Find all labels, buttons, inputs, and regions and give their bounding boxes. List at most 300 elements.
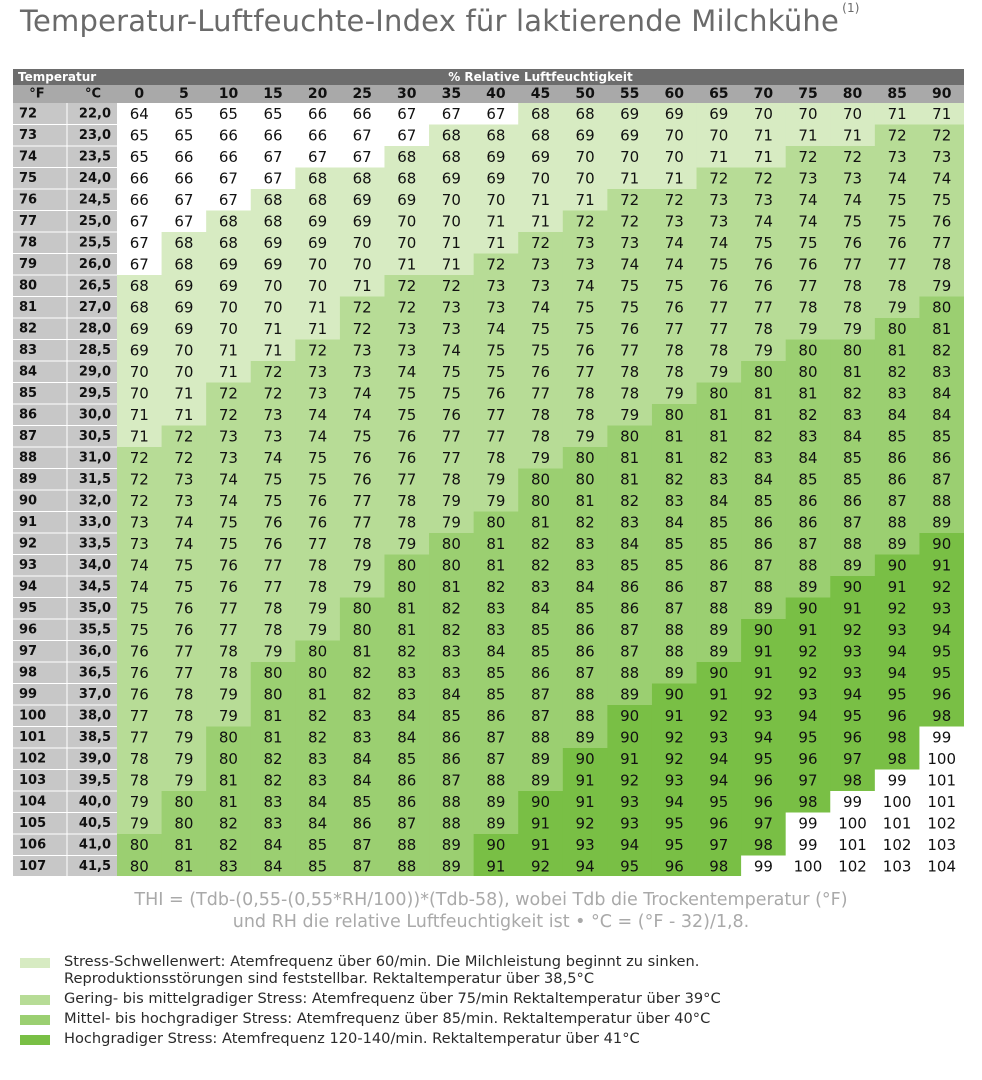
legend-text-moderate: Mittel- bis hochgradiger Stress: Atemfrequenz über 85/min. Rektaltemperatur über 40°C bbox=[64, 1010, 711, 1027]
thi-cell: 82 bbox=[397, 642, 417, 661]
thi-cell: 70 bbox=[798, 104, 818, 123]
thi-cell: 84 bbox=[263, 857, 283, 876]
thi-cell: 68 bbox=[530, 104, 551, 123]
thi-cell: 93 bbox=[843, 663, 863, 682]
thi-cell: 87 bbox=[441, 771, 461, 790]
thi-cell: 77 bbox=[798, 276, 818, 295]
thi-cell: 84 bbox=[263, 835, 283, 854]
thi-cell: 79 bbox=[709, 362, 729, 381]
legend-item-threshold bbox=[20, 953, 970, 987]
thi-cell: 75 bbox=[753, 233, 773, 252]
rh-column-header: 70 bbox=[753, 86, 774, 102]
thi-cell: 70 bbox=[352, 233, 372, 252]
thi-cell: 100 bbox=[927, 749, 957, 768]
thi-cell: 67 bbox=[352, 147, 372, 166]
thi-cell: 95 bbox=[932, 642, 952, 661]
thi-cell: 95 bbox=[843, 706, 863, 725]
thi-cell: 79 bbox=[664, 384, 684, 403]
thi-cell: 66 bbox=[308, 104, 328, 123]
thi-cell: 78 bbox=[129, 749, 149, 768]
thi-cell: 71 bbox=[352, 276, 372, 295]
thi-cell: 88 bbox=[620, 663, 640, 682]
thi-cell: 78 bbox=[218, 663, 238, 682]
thi-cell: 71 bbox=[486, 233, 506, 252]
thi-cell: 86 bbox=[753, 534, 773, 553]
thi-cell: 75 bbox=[620, 276, 640, 295]
thi-cell: 78 bbox=[218, 642, 238, 661]
thi-cell: 75 bbox=[397, 384, 417, 403]
thi-cell: 92 bbox=[843, 620, 863, 639]
thi-cell: 74 bbox=[218, 491, 238, 510]
thi-cell: 70 bbox=[575, 169, 595, 188]
thi-cell: 83 bbox=[887, 384, 907, 403]
thi-cell: 88 bbox=[397, 835, 417, 854]
thi-cell: 69 bbox=[486, 169, 506, 188]
thi-cell: 82 bbox=[352, 663, 372, 682]
thi-cell: 72 bbox=[218, 405, 238, 424]
thi-cell: 79 bbox=[129, 792, 149, 811]
thi-cell: 78 bbox=[620, 362, 640, 381]
thi-cell: 92 bbox=[798, 663, 818, 682]
thi-cell: 79 bbox=[441, 491, 461, 510]
row-celsius: 31,5 bbox=[78, 471, 111, 487]
thi-cell: 69 bbox=[664, 104, 684, 123]
thi-cell: 68 bbox=[530, 126, 551, 145]
thi-cell: 72 bbox=[263, 384, 283, 403]
thi-cell: 74 bbox=[664, 255, 684, 274]
thi-cell: 74 bbox=[486, 319, 506, 338]
thi-cell: 73 bbox=[843, 169, 863, 188]
thi-cell: 78 bbox=[664, 341, 684, 360]
thi-cell: 69 bbox=[620, 126, 640, 145]
thi-cell: 89 bbox=[932, 513, 952, 532]
row-celsius: 29,0 bbox=[78, 364, 111, 380]
thi-cell: 89 bbox=[709, 620, 729, 639]
thi-cell: 87 bbox=[664, 599, 684, 618]
thi-cell: 94 bbox=[887, 663, 907, 682]
thi-cell: 71 bbox=[709, 147, 729, 166]
thi-cell: 69 bbox=[530, 147, 551, 166]
thi-cell: 76 bbox=[664, 298, 684, 317]
thi-cell: 85 bbox=[932, 427, 952, 446]
thi-cell: 72 bbox=[664, 190, 684, 209]
rh-column-header: 40 bbox=[486, 86, 506, 102]
thi-cell: 88 bbox=[530, 728, 551, 747]
thi-cell: 92 bbox=[932, 577, 952, 596]
thi-cell: 73 bbox=[530, 276, 551, 295]
thi-cell: 78 bbox=[798, 298, 818, 317]
thi-cell: 71 bbox=[218, 341, 238, 360]
thi-cell: 83 bbox=[441, 642, 461, 661]
thi-cell: 67 bbox=[486, 104, 506, 123]
thi-cell: 75 bbox=[486, 341, 506, 360]
thi-cell: 72 bbox=[129, 448, 149, 467]
thi-cell: 72 bbox=[129, 470, 149, 489]
thi-cell: 76 bbox=[308, 491, 328, 510]
thi-cell: 70 bbox=[664, 147, 684, 166]
thi-cell: 88 bbox=[798, 556, 818, 575]
thi-cell: 80 bbox=[843, 341, 863, 360]
thi-cell: 73 bbox=[620, 233, 640, 252]
rh-column-header: 15 bbox=[263, 86, 283, 102]
thi-cell: 85 bbox=[486, 685, 506, 704]
rh-column-header: 30 bbox=[397, 86, 417, 102]
thi-cell: 78 bbox=[530, 405, 551, 424]
thi-cell: 72 bbox=[887, 126, 907, 145]
thi-cell: 98 bbox=[709, 857, 729, 876]
thi-cell: 93 bbox=[887, 620, 907, 639]
thi-cell: 75 bbox=[887, 190, 907, 209]
thi-cell: 76 bbox=[263, 513, 283, 532]
thi-cell: 85 bbox=[753, 491, 773, 510]
thi-cell: 65 bbox=[263, 104, 283, 123]
thi-cell: 71 bbox=[441, 255, 461, 274]
thi-cell: 82 bbox=[575, 513, 595, 532]
thi-cell: 71 bbox=[397, 255, 417, 274]
row-fahrenheit: 75 bbox=[19, 170, 38, 186]
thi-cell: 88 bbox=[664, 620, 684, 639]
row-fahrenheit: 89 bbox=[19, 471, 38, 487]
thi-cell: 83 bbox=[798, 427, 818, 446]
thi-cell: 74 bbox=[664, 233, 684, 252]
row-fahrenheit: 94 bbox=[19, 579, 38, 595]
thi-cell: 78 bbox=[932, 255, 952, 274]
header-humidity: % Relative Luftfeuchtigkeit bbox=[448, 70, 633, 84]
thi-cell: 75 bbox=[530, 319, 551, 338]
thi-cell: 74 bbox=[620, 255, 640, 274]
thi-cell: 87 bbox=[530, 685, 551, 704]
thi-cell: 70 bbox=[263, 276, 283, 295]
thi-cell: 69 bbox=[620, 104, 640, 123]
thi-cell: 77 bbox=[263, 556, 283, 575]
thi-cell: 102 bbox=[838, 857, 867, 876]
thi-cell: 71 bbox=[530, 190, 551, 209]
row-celsius: 38,0 bbox=[78, 708, 111, 724]
thi-cell: 84 bbox=[843, 427, 863, 446]
thi-cell: 79 bbox=[263, 642, 283, 661]
thi-cell: 72 bbox=[129, 491, 149, 510]
thi-cell: 88 bbox=[441, 792, 461, 811]
thi-cell: 67 bbox=[352, 126, 372, 145]
thi-cell: 68 bbox=[486, 126, 506, 145]
thi-cell: 84 bbox=[798, 448, 818, 467]
thi-cell: 90 bbox=[620, 706, 640, 725]
row-fahrenheit: 104 bbox=[19, 794, 47, 810]
thi-cell: 86 bbox=[486, 706, 506, 725]
header-unit-c: °C bbox=[84, 86, 102, 102]
thi-cell: 78 bbox=[308, 577, 328, 596]
thi-cell: 96 bbox=[843, 728, 863, 747]
row-celsius: 35,5 bbox=[78, 622, 111, 638]
thi-cell: 73 bbox=[174, 470, 194, 489]
thi-cell: 82 bbox=[218, 835, 238, 854]
thi-cell: 96 bbox=[664, 857, 684, 876]
rh-column-header: 10 bbox=[218, 86, 239, 102]
row-celsius: 26,5 bbox=[78, 278, 111, 294]
thi-cell: 71 bbox=[129, 427, 149, 446]
thi-cell: 91 bbox=[530, 814, 551, 833]
row-celsius: 23,0 bbox=[78, 127, 111, 143]
row-celsius: 30,0 bbox=[78, 407, 111, 423]
thi-cell: 82 bbox=[263, 749, 283, 768]
thi-cell: 78 bbox=[486, 448, 506, 467]
thi-cell: 83 bbox=[263, 814, 283, 833]
thi-cell: 83 bbox=[575, 534, 595, 553]
thi-cell: 92 bbox=[887, 599, 907, 618]
thi-cell: 73 bbox=[218, 427, 238, 446]
thi-cell: 74 bbox=[397, 362, 417, 381]
legend-item-mild bbox=[20, 990, 970, 1007]
thi-cell: 99 bbox=[798, 835, 818, 854]
thi-cell: 75 bbox=[441, 362, 461, 381]
thi-cell: 84 bbox=[397, 728, 417, 747]
thi-cell: 90 bbox=[843, 577, 863, 596]
thi-cell: 91 bbox=[887, 577, 907, 596]
thi-cell: 70 bbox=[397, 233, 417, 252]
thi-cell: 72 bbox=[620, 190, 640, 209]
thi-cell: 77 bbox=[664, 319, 684, 338]
thi-cell: 72 bbox=[798, 147, 818, 166]
row-celsius: 28,5 bbox=[78, 342, 111, 358]
thi-cell: 87 bbox=[486, 728, 506, 747]
thi-cell: 66 bbox=[218, 126, 238, 145]
thi-cell: 74 bbox=[530, 298, 551, 317]
thi-cell: 95 bbox=[798, 728, 818, 747]
thi-cell: 71 bbox=[174, 384, 194, 403]
thi-cell: 87 bbox=[709, 577, 729, 596]
thi-cell: 70 bbox=[664, 126, 684, 145]
thi-cell: 93 bbox=[709, 728, 729, 747]
thi-cell: 81 bbox=[352, 642, 372, 661]
thi-cell: 66 bbox=[129, 190, 149, 209]
thi-cell: 75 bbox=[843, 212, 863, 231]
thi-cell: 77 bbox=[486, 405, 506, 424]
thi-cell: 79 bbox=[441, 513, 461, 532]
thi-cell: 97 bbox=[753, 814, 773, 833]
thi-cell: 70 bbox=[129, 362, 149, 381]
thi-cell: 83 bbox=[441, 663, 461, 682]
thi-cell: 92 bbox=[798, 642, 818, 661]
thi-cell: 97 bbox=[798, 771, 818, 790]
thi-cell: 70 bbox=[263, 298, 283, 317]
thi-cell: 72 bbox=[753, 169, 773, 188]
thi-cell: 79 bbox=[352, 577, 372, 596]
thi-cell: 84 bbox=[308, 814, 328, 833]
thi-cell: 91 bbox=[709, 685, 729, 704]
thi-cell: 82 bbox=[308, 706, 328, 725]
rh-column-header: 80 bbox=[842, 86, 863, 102]
thi-cell: 83 bbox=[932, 362, 952, 381]
thi-cell: 80 bbox=[530, 491, 551, 510]
row-celsius: 40,5 bbox=[78, 815, 111, 831]
thi-cell: 76 bbox=[129, 663, 149, 682]
thi-cell: 79 bbox=[218, 706, 238, 725]
thi-cell: 80 bbox=[441, 556, 461, 575]
thi-cell: 75 bbox=[218, 513, 238, 532]
thi-cell: 89 bbox=[441, 835, 461, 854]
thi-cell: 70 bbox=[843, 104, 863, 123]
thi-cell: 95 bbox=[753, 749, 773, 768]
thi-cell: 90 bbox=[709, 663, 729, 682]
row-celsius: 35,0 bbox=[78, 600, 111, 616]
thi-cell: 69 bbox=[397, 190, 417, 209]
thi-cell: 96 bbox=[753, 792, 773, 811]
thi-cell: 74 bbox=[441, 341, 461, 360]
thi-cell: 68 bbox=[308, 169, 328, 188]
thi-cell: 78 bbox=[352, 534, 372, 553]
row-celsius: 37,0 bbox=[78, 686, 111, 702]
row-fahrenheit: 107 bbox=[19, 858, 47, 874]
thi-cell: 79 bbox=[174, 771, 194, 790]
thi-cell: 76 bbox=[129, 642, 149, 661]
thi-cell: 73 bbox=[798, 169, 818, 188]
thi-cell: 67 bbox=[129, 255, 149, 274]
rh-column-header: 5 bbox=[178, 86, 189, 102]
thi-cell: 79 bbox=[620, 405, 640, 424]
thi-cell: 78 bbox=[620, 384, 640, 403]
thi-cell: 85 bbox=[530, 620, 551, 639]
thi-cell: 85 bbox=[441, 706, 461, 725]
thi-cell: 68 bbox=[352, 169, 372, 188]
thi-cell: 82 bbox=[843, 384, 863, 403]
thi-cell: 93 bbox=[664, 771, 684, 790]
thi-cell: 70 bbox=[308, 276, 328, 295]
row-celsius: 40,0 bbox=[78, 794, 111, 810]
thi-cell: 97 bbox=[843, 749, 863, 768]
thi-cell: 78 bbox=[843, 298, 863, 317]
thi-cell: 91 bbox=[753, 663, 773, 682]
row-fahrenheit: 90 bbox=[19, 493, 38, 509]
thi-cell: 78 bbox=[174, 685, 194, 704]
thi-cell: 73 bbox=[664, 212, 684, 231]
thi-cell: 76 bbox=[753, 255, 773, 274]
rh-column-header: 75 bbox=[798, 86, 818, 102]
thi-cell: 69 bbox=[129, 319, 149, 338]
thi-cell: 74 bbox=[843, 190, 863, 209]
row-celsius: 22,0 bbox=[78, 106, 111, 122]
row-fahrenheit: 78 bbox=[19, 235, 38, 251]
thi-cell: 71 bbox=[263, 319, 283, 338]
thi-cell: 76 bbox=[620, 319, 640, 338]
thi-cell: 73 bbox=[575, 233, 595, 252]
thi-cell: 65 bbox=[174, 126, 194, 145]
thi-cell: 73 bbox=[887, 147, 907, 166]
thi-cell: 82 bbox=[798, 405, 818, 424]
thi-cell: 78 bbox=[263, 599, 283, 618]
row-fahrenheit: 87 bbox=[19, 428, 38, 444]
thi-cell: 83 bbox=[218, 857, 238, 876]
thi-cell: 64 bbox=[129, 104, 149, 123]
thi-cell: 68 bbox=[129, 276, 149, 295]
thi-cell: 89 bbox=[486, 814, 506, 833]
rh-column-header: 35 bbox=[441, 86, 462, 102]
thi-cell: 65 bbox=[129, 126, 149, 145]
thi-cell: 99 bbox=[843, 792, 863, 811]
thi-cell: 88 bbox=[753, 577, 773, 596]
thi-cell: 78 bbox=[397, 491, 417, 510]
row-celsius: 27,0 bbox=[78, 299, 111, 315]
thi-cell: 86 bbox=[620, 599, 640, 618]
row-celsius: 39,0 bbox=[78, 751, 111, 767]
thi-cell: 96 bbox=[887, 706, 907, 725]
thi-cell: 68 bbox=[263, 212, 283, 231]
thi-cell: 72 bbox=[575, 212, 595, 231]
thi-cell: 81 bbox=[575, 491, 595, 510]
thi-cell: 95 bbox=[887, 685, 907, 704]
thi-cell: 87 bbox=[753, 556, 773, 575]
thi-cell: 88 bbox=[441, 814, 461, 833]
thi-cell: 70 bbox=[174, 341, 194, 360]
thi-cell: 85 bbox=[530, 642, 551, 661]
thi-cell: 78 bbox=[709, 341, 729, 360]
thi-cell: 76 bbox=[441, 405, 461, 424]
thi-cell: 92 bbox=[575, 814, 595, 833]
thi-cell: 78 bbox=[843, 276, 863, 295]
thi-cell: 80 bbox=[709, 384, 729, 403]
thi-cell: 72 bbox=[843, 147, 863, 166]
thi-cell: 79 bbox=[397, 534, 417, 553]
thi-cell: 74 bbox=[709, 233, 729, 252]
thi-cell: 77 bbox=[709, 319, 729, 338]
thi-cell: 80 bbox=[174, 792, 194, 811]
thi-cell: 91 bbox=[486, 857, 506, 876]
thi-cell: 93 bbox=[932, 599, 952, 618]
thi-cell: 75 bbox=[174, 556, 194, 575]
thi-cell: 74 bbox=[129, 556, 149, 575]
formula-line-2: und RH die relative Luftfeuchtigkeit ist • °C = (°F - 32)/1,8. bbox=[232, 912, 750, 932]
rh-column-header: 55 bbox=[619, 86, 640, 102]
row-fahrenheit: 72 bbox=[19, 106, 38, 122]
thi-cell: 78 bbox=[575, 384, 595, 403]
thi-cell: 68 bbox=[397, 147, 417, 166]
thi-cell: 85 bbox=[843, 470, 863, 489]
legend-item-severe bbox=[20, 1030, 970, 1047]
thi-cell: 72 bbox=[620, 212, 640, 231]
thi-cell: 89 bbox=[530, 749, 551, 768]
thi-cell: 76 bbox=[218, 556, 238, 575]
thi-cell: 80 bbox=[263, 685, 283, 704]
thi-cell: 86 bbox=[932, 448, 952, 467]
thi-cell: 85 bbox=[352, 792, 372, 811]
thi-cell: 98 bbox=[932, 706, 952, 725]
thi-cell: 69 bbox=[263, 233, 283, 252]
thi-cell: 69 bbox=[486, 147, 506, 166]
thi-cell: 69 bbox=[352, 212, 372, 231]
rh-column-header: 45 bbox=[530, 86, 551, 102]
row-fahrenheit: 97 bbox=[19, 643, 38, 659]
thi-cell: 89 bbox=[530, 771, 551, 790]
thi-cell: 82 bbox=[352, 685, 372, 704]
thi-cell: 87 bbox=[397, 814, 417, 833]
thi-cell: 77 bbox=[218, 599, 238, 618]
thi-cell: 74 bbox=[218, 470, 238, 489]
thi-cell: 84 bbox=[753, 470, 773, 489]
thi-cell: 71 bbox=[575, 190, 595, 209]
thi-cell: 87 bbox=[620, 620, 640, 639]
thi-cell: 77 bbox=[530, 384, 551, 403]
thi-cell: 80 bbox=[218, 749, 238, 768]
thi-cell: 97 bbox=[709, 835, 729, 854]
thi-cell: 69 bbox=[174, 319, 194, 338]
thi-cell: 92 bbox=[709, 706, 729, 725]
thi-cell: 68 bbox=[263, 190, 283, 209]
thi-cell: 81 bbox=[753, 405, 773, 424]
thi-cell: 99 bbox=[798, 814, 818, 833]
thi-cell: 70 bbox=[441, 190, 461, 209]
thi-cell: 75 bbox=[620, 298, 640, 317]
thi-cell: 73 bbox=[486, 298, 506, 317]
thi-cell: 75 bbox=[218, 534, 238, 553]
